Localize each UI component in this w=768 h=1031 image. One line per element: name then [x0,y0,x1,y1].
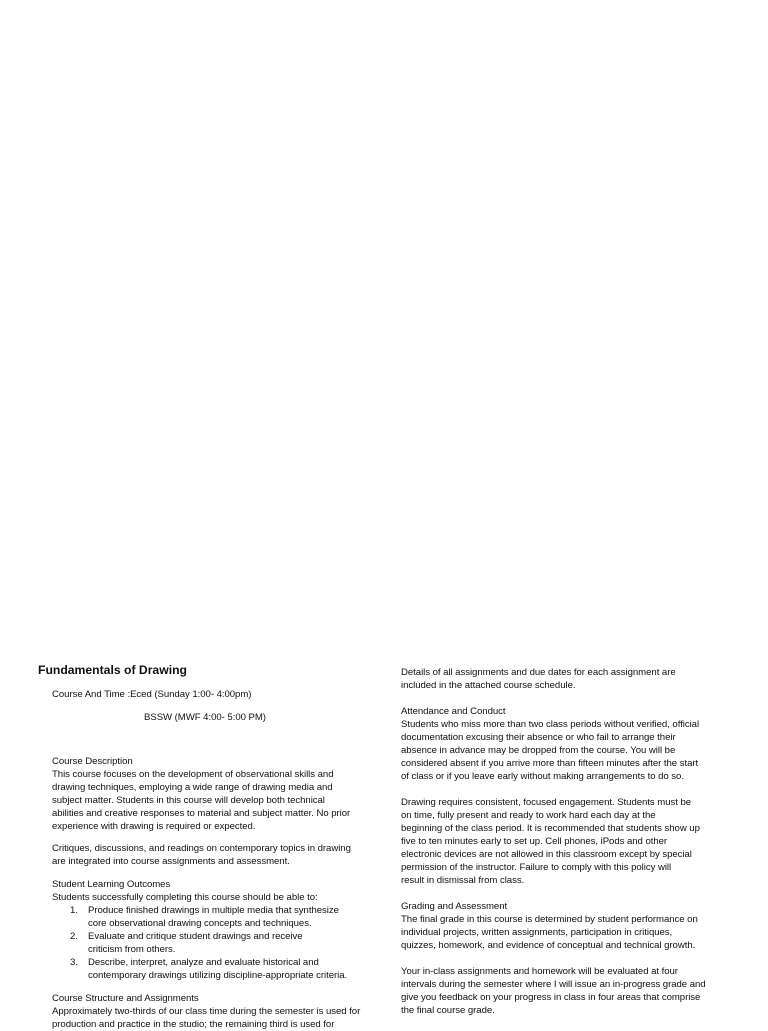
critiques-line: Critiques, discussions, and readings on contemporary topics in drawing [52,843,351,854]
grading-line: quizzes, homework, and evidence of conceptual and technical growth. [401,940,696,951]
structure-line: production and practice in the studio; the remaining third is used for [52,1019,335,1030]
outcome-line: core observational drawing concepts and techniques. [88,918,312,929]
engagement-line: permission of the instructor. Failure to comply with this policy will [401,862,672,873]
attendance-line: absence in advance may be dropped from the course. You will be [401,745,676,756]
engagement-line: Drawing requires consistent, focused engagement. Students must be [401,797,692,808]
description-line: This course focuses on the development of observational skills and [52,769,334,780]
details-line: included in the attached course schedule. [401,680,576,691]
outcome-line: Describe, interpret, analyze and evaluate historical and [88,957,319,968]
critiques-line: are integrated into course assignments and assessment. [52,856,290,867]
engagement-line: result in dismissal from class. [401,875,525,886]
outcome-line: criticism from others. [88,944,176,955]
evaluation-line: Your in-class assignments and homework will be evaluated at four [401,966,678,977]
description-line: subject matter. Students in this course will develop both technical [52,795,325,806]
structure-line: Approximately two-thirds of our class time during the semester is used for [52,1006,361,1017]
course-time-line-1: Course And Time :Eced (Sunday 1:00- 4:00pm) [52,689,252,700]
evaluation-line: the final course grade. [401,1005,495,1016]
evaluation-line: intervals during the semester where I will issue an in-progress grade and [401,979,706,990]
engagement-line: beginning of the class period. It is recommended that students show up [401,823,700,834]
outcome-line: contemporary drawings utilizing discipline-appropriate criteria. [88,970,348,981]
outcome-number: 1. [70,905,79,916]
description-line: abilities and creative responses to material and subject matter. No prior [52,808,351,819]
evaluation-line: give you feedback on your progress in class in four areas that comprise [401,992,701,1003]
grading-heading: Grading and Assessment [401,901,508,912]
structure-heading: Course Structure and Assignments [52,993,199,1004]
outcome-number: 2. [70,931,79,942]
outcome-line: Produce finished drawings in multiple media that synthesize [88,905,339,916]
outcome-number: 3. [70,957,79,968]
engagement-line: on time, fully present and ready to work hard each day at the [401,810,656,821]
attendance-line: Students who miss more than two class periods without verified, official [401,719,700,730]
attendance-heading: Attendance and Conduct [401,706,506,717]
course-time-line-2: BSSW (MWF 4:00- 5:00 PM) [144,712,266,723]
engagement-line: electronic devices are not allowed in this classroom except by special [401,849,692,860]
attendance-line: considered absent if you arrive more than fifteen minutes after the start [401,758,699,769]
attendance-line: documentation excusing their absence or who fail to arrange their [401,732,676,743]
attendance-line: of class or if you leave early without making arrangements to do so. [401,771,684,782]
outcomes-heading: Student Learning Outcomes [52,879,171,890]
course-description-heading: Course Description [52,756,133,767]
engagement-line: five to ten minutes early to set up. Cell phones, iPods and other [401,836,668,847]
grading-line: individual projects, written assignments, participation in critiques, [401,927,673,938]
document-title: Fundamentals of Drawing [38,663,187,677]
outcomes-intro: Students successfully completing this course should be able to: [52,892,318,903]
description-line: drawing techniques, employing a wide range of drawing media and [52,782,333,793]
description-line: experience with drawing is required or expected. [52,821,256,832]
details-line: Details of all assignments and due dates for each assignment are [401,667,676,678]
grading-line: The final grade in this course is determined by student performance on [401,914,698,925]
outcome-line: Evaluate and critique student drawings and receive [88,931,303,942]
